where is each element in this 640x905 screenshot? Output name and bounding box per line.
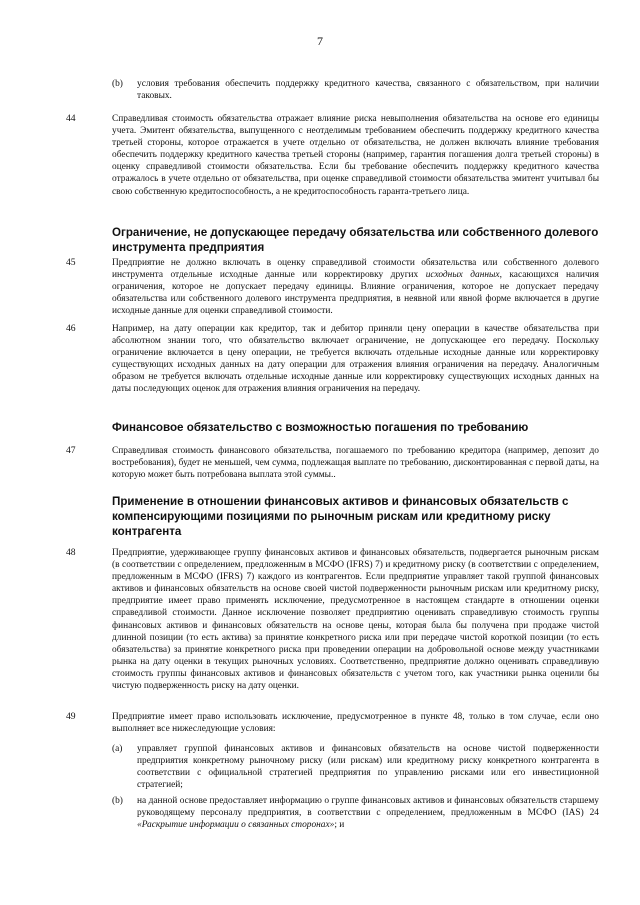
page-number: 7 [317,34,323,48]
list-item-label: (b) [112,79,123,89]
paragraph-text: Справедливая стоимость финансового обязательства, погашаемого по требованию кредитора (например, депозит до востребования), будет не меньшей, чем сумма, подлежащая выплате по требованию, дисконтированная с первой даты, на которую может быть потребована выплата этой суммы.. [112,446,599,481]
paragraph-text: Например, на дату операции как кредитор, так и дебитор приняли цену операции в качестве обязательства при абсолютном знании того, что обязательство включает ограничение, не допускающее его передачу. Поскольку ограничение включается в цену операции, не требуется включать отдельные исходные данные или корректировку существующих исходных данных на дату операции для отражения влияния ограничения на передачу. Аналогичным образом не требуется включать отдельные исходные данные или корректировку существующих исходных данных на даты последующих оценок для отражения влияния ограничения на передачу. [112,324,599,395]
paragraph-number: 45 [66,257,76,268]
paragraph-number: 48 [66,547,76,558]
paragraph-number: 49 [66,711,76,722]
italic-term: «Раскрытие информации о связанных сторонах» [137,820,335,831]
list-item-label: (a) [112,744,123,754]
paragraph-text: Справедливая стоимость обязательства отражает влияние риска невыполнения обязательства на основе его единицы учета. Эмитент обязательства, выпущенного с неотделимым требованием обеспечить поддержку кредитного качества третьей стороны, которое отражается в учете отдельно от обязательства, не должен включать влияние требования обеспечить поддержку кредитного качества третьей стороны (например, гарантия погашения долга третьей стороны) в оценку справедливой стоимости обязательства. Если бы требование обеспечить поддержку кредитного качества отражалось в учете отдельно от обязательства, при оценке справедливой стоимости обязательства эмитент учитывал бы свою собственную кредитоспособность, а не кредитоспособность гаранта-третьего лица. [112,114,599,197]
list-item-text-part: на данной основе предоставляет информацию о группе финансовых активов и финансовых обязательств старшему руководящему персоналу предприятия, в соответствии с определением, предложенным в МСФО (IAS) 24 [137,796,599,819]
paragraph-text [112,257,599,317]
paragraph-number: 46 [66,323,76,334]
paragraph-text-part: Предприятие не должно включать в оценку справедливой стоимости обязательства или собственного долевого инструмента отдельные исходные данные или корректировку других [112,258,599,281]
paragraph-text: Предприятие имеет право использовать исключение, предусмотренное в пункте 48, только в том случае, если оно выполняет все нижеследующие условия: [112,712,599,735]
list-item-text-part: ; и [334,820,345,831]
section-heading: Финансовое обязательство с возможностью погашения по требованию [112,421,529,434]
list-item-text: управляет группой финансовых активов и финансовых обязательств на основе чистой подверженности предприятия конкретному рыночному риску (или рискам) или кредитному риску конкретного контрагента в соответствии с официальной стратегией предприятия по управлению рисками или его инвестиционной стратегией; [137,744,599,791]
paragraph-text: Предприятие, удерживающее группу финансовых активов и финансовых обязательств, подвергается рыночным рискам (в соответствии с определением, предложенным в МСФО (IFRS) 7) и кредитному риску (в соответствии с определением, предложенным в МСФО (IFRS) 7) каждого из контрагентов. Если предприятие управляет такой группой финансовых активов и финансовых обязательств на основе своей чистой подверженности рыночным рискам или кредитному риску, предприятие имеет право применять исключение, предусмотренное в настоящем стандарте в отношении оценки справедливой стоимости. Данное исключение позволяет предприятию оценивать справедливую стоимость группы финансовых активов и финансовых обязательств на основе цены, которая была бы получена при продаже чистой длинной позиции (то есть актива) за принятие конкретного риска или при передаче чистой короткой позиции (то есть обязательства) за принятие конкретного риска при проведении операции на добровольной основе между участниками рынка на дату оценки в текущих рыночных условиях. Соответственно, предприятие должно оценивать справедливую стоимость группы финансовых активов и финансовых обязательств с учетом того, как участники рынка оценили бы чистую подверженность риску на дату оценки. [112,548,599,692]
list-item-label: (b) [112,796,123,806]
italic-term: исходных данных [425,270,500,281]
list-item-text: условия требования обеспечить поддержку кредитного качества, связанного с обязательством, при наличии таковых. [137,79,599,102]
paragraph-number: 47 [66,445,76,456]
section-heading: Ограничение, не допускающее передачу обязательства или собственного долевого инструмента предприятия [112,226,599,254]
paragraph-number: 44 [66,113,76,124]
section-heading: Применение в отношении финансовых активов и финансовых обязательств с компенсирующими позициями по рыночным рискам или кредитному риску контрагента [112,495,569,538]
paragraph-text-part: , касающихся наличия ограничения, которое не допускает передачу единицы. Влияние ограничения, которое не допускает передачу обязательства или собственного долевого инструмента предприятия, в неявной или явной форме включается в другие исходные данные для оценки справедливой стоимости. [112,270,599,317]
list-item-text [137,795,599,831]
